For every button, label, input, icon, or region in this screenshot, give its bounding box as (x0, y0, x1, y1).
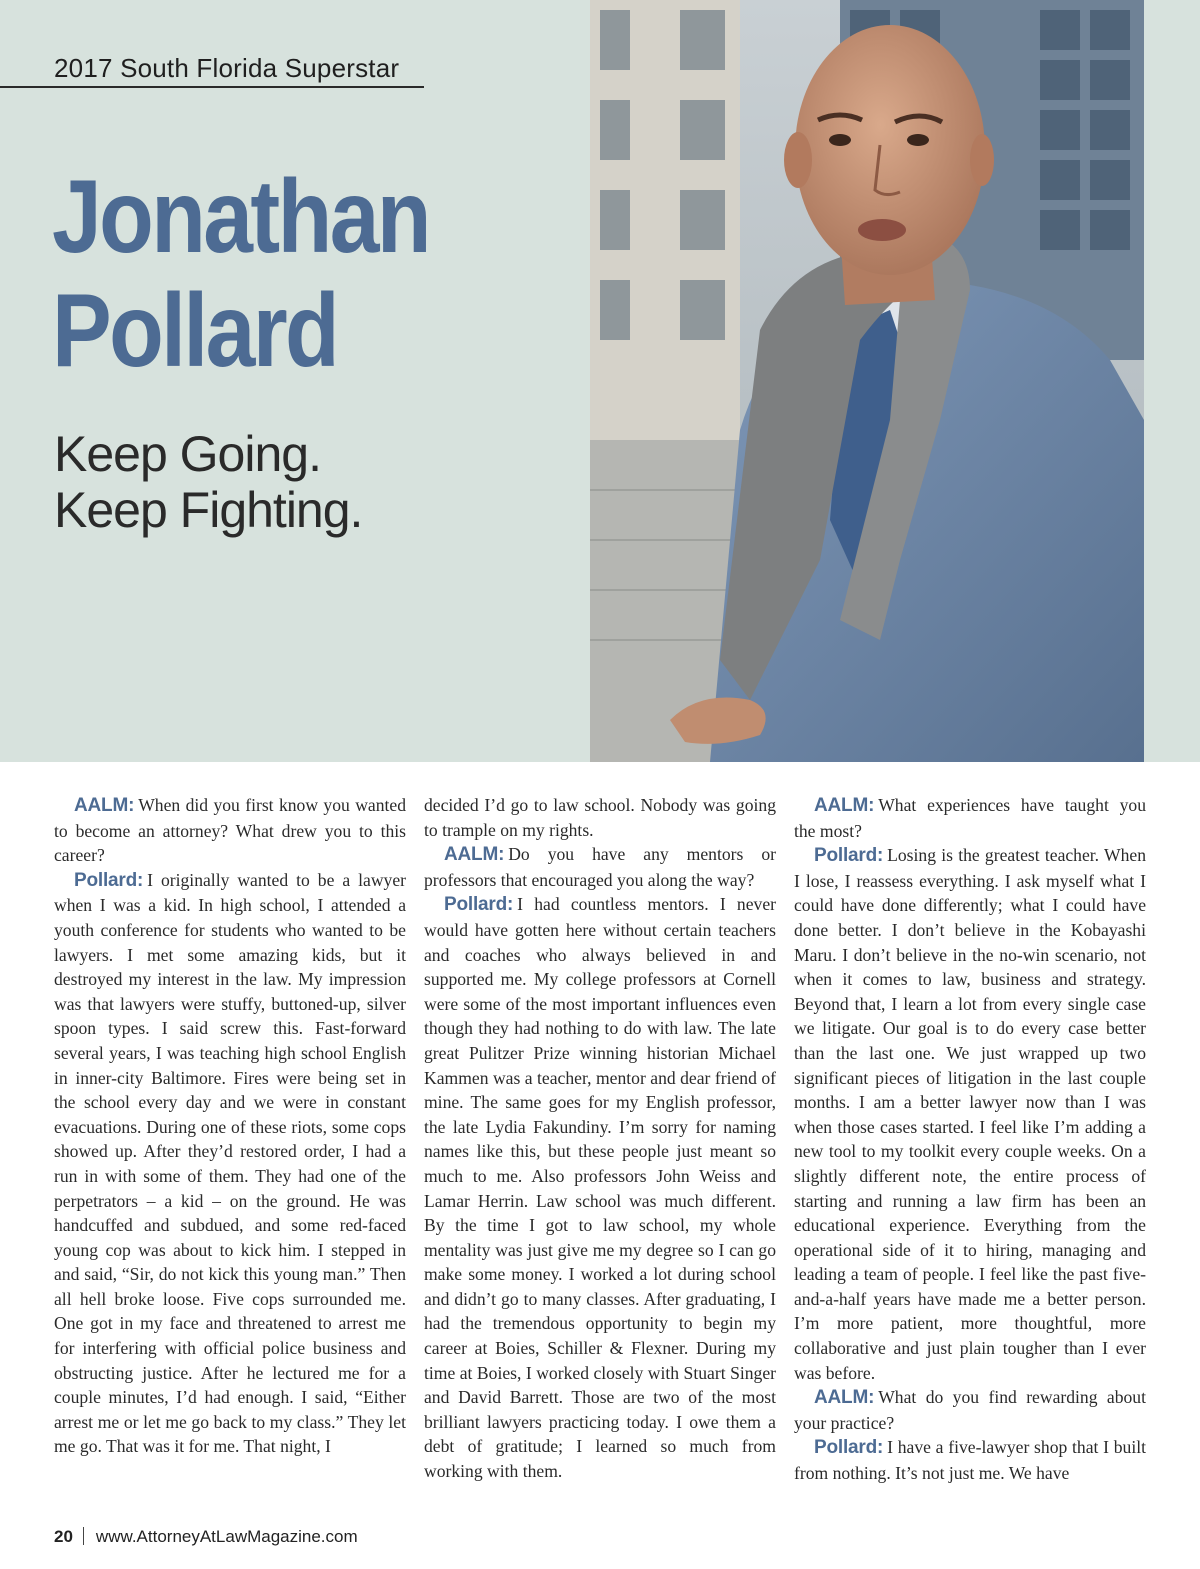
speaker-label: Pollard: (814, 1437, 884, 1459)
interview-columns (54, 793, 1144, 1513)
speaker-label: Pollard: (74, 869, 144, 891)
kicker: 2017 South Florida Superstar (54, 53, 400, 83)
profile-name (52, 160, 499, 388)
paragraph-text: I have a five-lawyer shop that I built from nothing. It’s not just me. We have (794, 1437, 1146, 1484)
tagline (54, 426, 574, 538)
tagline-line-1: Keep Going. (54, 426, 321, 482)
portrait-illustration (590, 0, 1144, 762)
column-1 (54, 793, 406, 1459)
interview-paragraph (54, 868, 406, 1459)
interview-paragraph (794, 793, 1146, 843)
paragraph-text: I had countless mentors. I never would have gotten here without certain teachers and coaches who always believed in and supported me. My college professors at Cornell were some of the most important influences even though they had nothing to do with law. The late great Pulitzer Prize winning historian Michael Kammen was a teacher, mentor and dear friend of mine. The same goes for my English professor, the late Lydia Fakundiny. I’m sorry for naming names like this, but these people just meant so much to me. Also professors John Weiss and Lamar Herrin. Law school was much different. By the time I got to law school, my whole mentality was just give me my degree so I can go make some money. I worked a lot during school and didn’t go to many classes. After graduating, I had the tremendous opportunity to begin my career at Boies, Schiller & Flexner. During my time at Boies, I worked closely with Stuart Singer and David Barrett. Those are two of the most brilliant lawyers practicing today. I owe them a debt of gratitude; I learned so much from working with them. (424, 894, 776, 1482)
speaker-label: AALM: (814, 795, 875, 816)
page-number: 20 (54, 1527, 73, 1546)
paragraph-text: When did you first know you wanted to become an attorney? What drew you to this career? (54, 795, 406, 866)
interview-paragraph (794, 843, 1146, 1385)
interview-paragraph (424, 842, 776, 892)
kicker-rule (0, 86, 424, 88)
speaker-label: Pollard: (444, 894, 514, 916)
paragraph-text: decided I’d go to law school. Nobody was going to trample on my rights. (424, 795, 776, 840)
interview-paragraph (794, 1435, 1146, 1485)
name-line-1: Jonathan (52, 159, 429, 275)
website-link[interactable]: www.AttorneyAtLawMagazine.com (95, 1527, 358, 1546)
interview-paragraph (424, 892, 776, 1483)
name-line-2: Pollard (52, 273, 338, 389)
interview-paragraph (54, 793, 406, 868)
speaker-label: Pollard: (814, 845, 884, 867)
speaker-label: AALM: (74, 795, 135, 816)
speaker-label: AALM: (444, 844, 505, 866)
paragraph-text: What do you find rewarding about your practice? (794, 1387, 1146, 1433)
column-2 (424, 793, 776, 1484)
paragraph-text: Losing is the greatest teacher. When I lose, I reassess everything. I ask myself what I could have done differently; what I could have done better. I don’t believe in the Kobayashi Maru. I don’t believe in the no-win scenario, not when it comes to law, business and strategy. Beyond that, I learn a lot from every single case we litigate. Our goal is to do every case better than the last one. We just wrapped up two significant pieces of litigation in the last couple months. I am a better lawyer now than I was when those cases started. I feel like I’m adding a new tool to my toolkit every couple weeks. On a slightly different note, the entire process of starting and running a law firm has been an educational experience. Everything from the operational side of it to hiring, managing and leading a team of people. I feel like the past five-and-a-half years have made me a better person. I’m more patient, more thoughtful, more collaborative and just plain tougher than I ever was before. (794, 845, 1146, 1383)
footer-divider (83, 1527, 84, 1545)
speaker-label: AALM: (814, 1387, 875, 1409)
page-footer (54, 1527, 358, 1547)
column-3 (794, 793, 1146, 1486)
paragraph-text: Do you have any mentors or professors that encouraged you along the way? (424, 844, 776, 890)
portrait-photo (590, 0, 1144, 762)
interview-paragraph (794, 1385, 1146, 1435)
tagline-line-2: Keep Fighting. (54, 482, 363, 538)
paragraph-text: I originally wanted to be a lawyer when I was a kid. In high school, I attended a youth conference for students who wanted to be lawyers. I met some amazing kids, but it destroyed my interest in the law. My impression was that lawyers were stuffy, buttoned-up, silver spoon types. I said screw this. Fast-forward several years, I was teaching high school English in inner-city Baltimore. Fires were being set in the school every day and we were in constant evacuations. During one of these riots, some cops showed up. After they’d restored order, I had a run in with some of them. They had one of the perpetrators – a kid – on the ground. He was handcuffed and subdued, and some red-faced young cop was about to kick him. I stepped in and said, “Sir, do not kick this young man.” Then all hell broke loose. Five cops surrounded me. One got in my face and threatened to arrest me for interfering with official police business and obstructing justice. After he lectured me for a couple minutes, I’d had enough. I said, “Either arrest me or let me go back to my class.” They let me go. That was it for me. That night, I (54, 869, 406, 1457)
interview-paragraph (424, 793, 776, 842)
paragraph-text: What experiences have taught you the most? (794, 795, 1146, 841)
